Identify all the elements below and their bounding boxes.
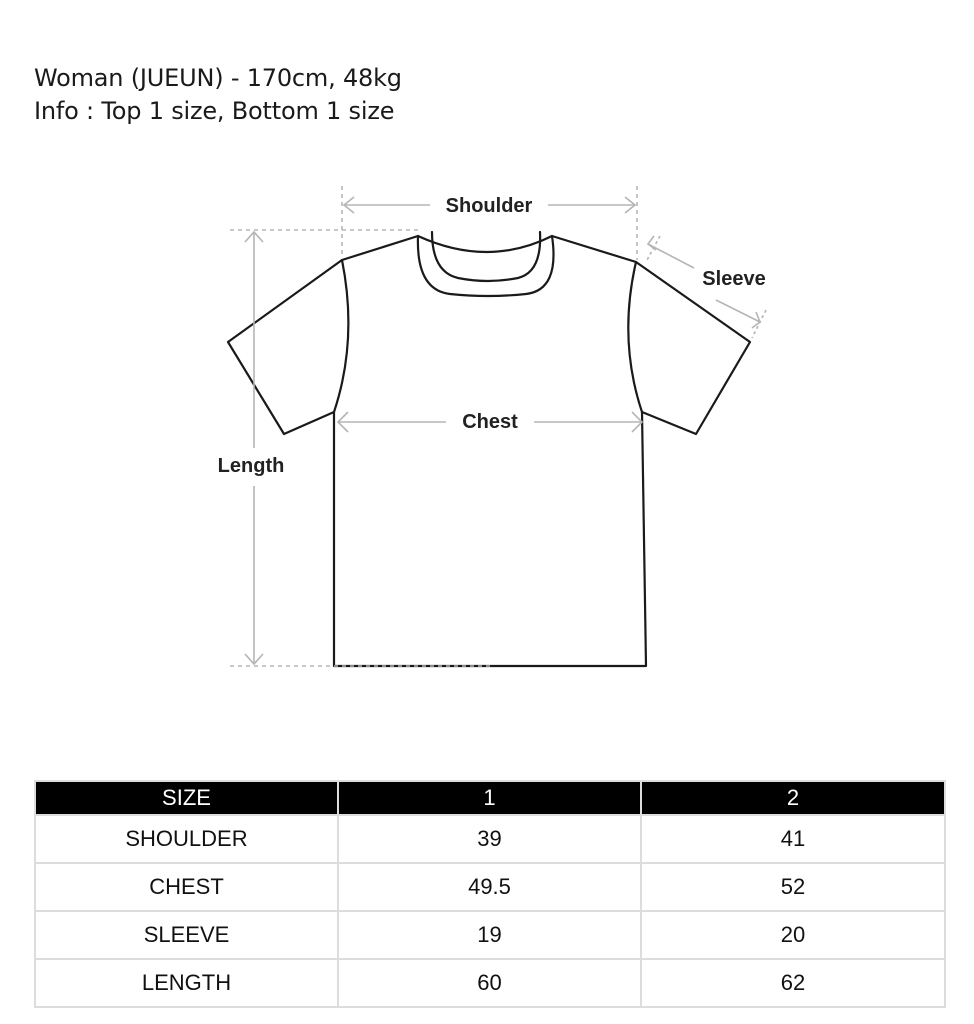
table-row (35, 815, 945, 863)
cell-value: 41 (641, 815, 945, 863)
chest-label: Chest (462, 411, 518, 433)
cell-value: 60 (338, 959, 641, 1007)
size-table-header (35, 781, 945, 815)
model-size-info: Info : Top 1 size, Bottom 1 size (34, 97, 395, 125)
cell-value: 19 (338, 911, 641, 959)
cell-value: 20 (641, 911, 945, 959)
cell-value: 52 (641, 863, 945, 911)
row-label: SHOULDER (35, 815, 338, 863)
row-label: LENGTH (35, 959, 338, 1007)
header-size-2: 2 (641, 781, 945, 815)
header-size: SIZE (35, 781, 338, 815)
cell-value: 49.5 (338, 863, 641, 911)
cell-value: 62 (641, 959, 945, 1007)
length-label: Length (217, 455, 285, 477)
row-label: CHEST (35, 863, 338, 911)
model-description: Woman (JUEUN) - 170cm, 48kg (34, 64, 402, 92)
table-row (35, 863, 945, 911)
table-row (35, 911, 945, 959)
header-size-1: 1 (338, 781, 641, 815)
cell-value: 39 (338, 815, 641, 863)
shoulder-label: Shoulder (445, 195, 533, 217)
tshirt-outline (228, 232, 750, 666)
row-label: SLEEVE (35, 911, 338, 959)
size-table (34, 780, 946, 1008)
sleeve-label: Sleeve (702, 268, 766, 290)
table-row (35, 959, 945, 1007)
